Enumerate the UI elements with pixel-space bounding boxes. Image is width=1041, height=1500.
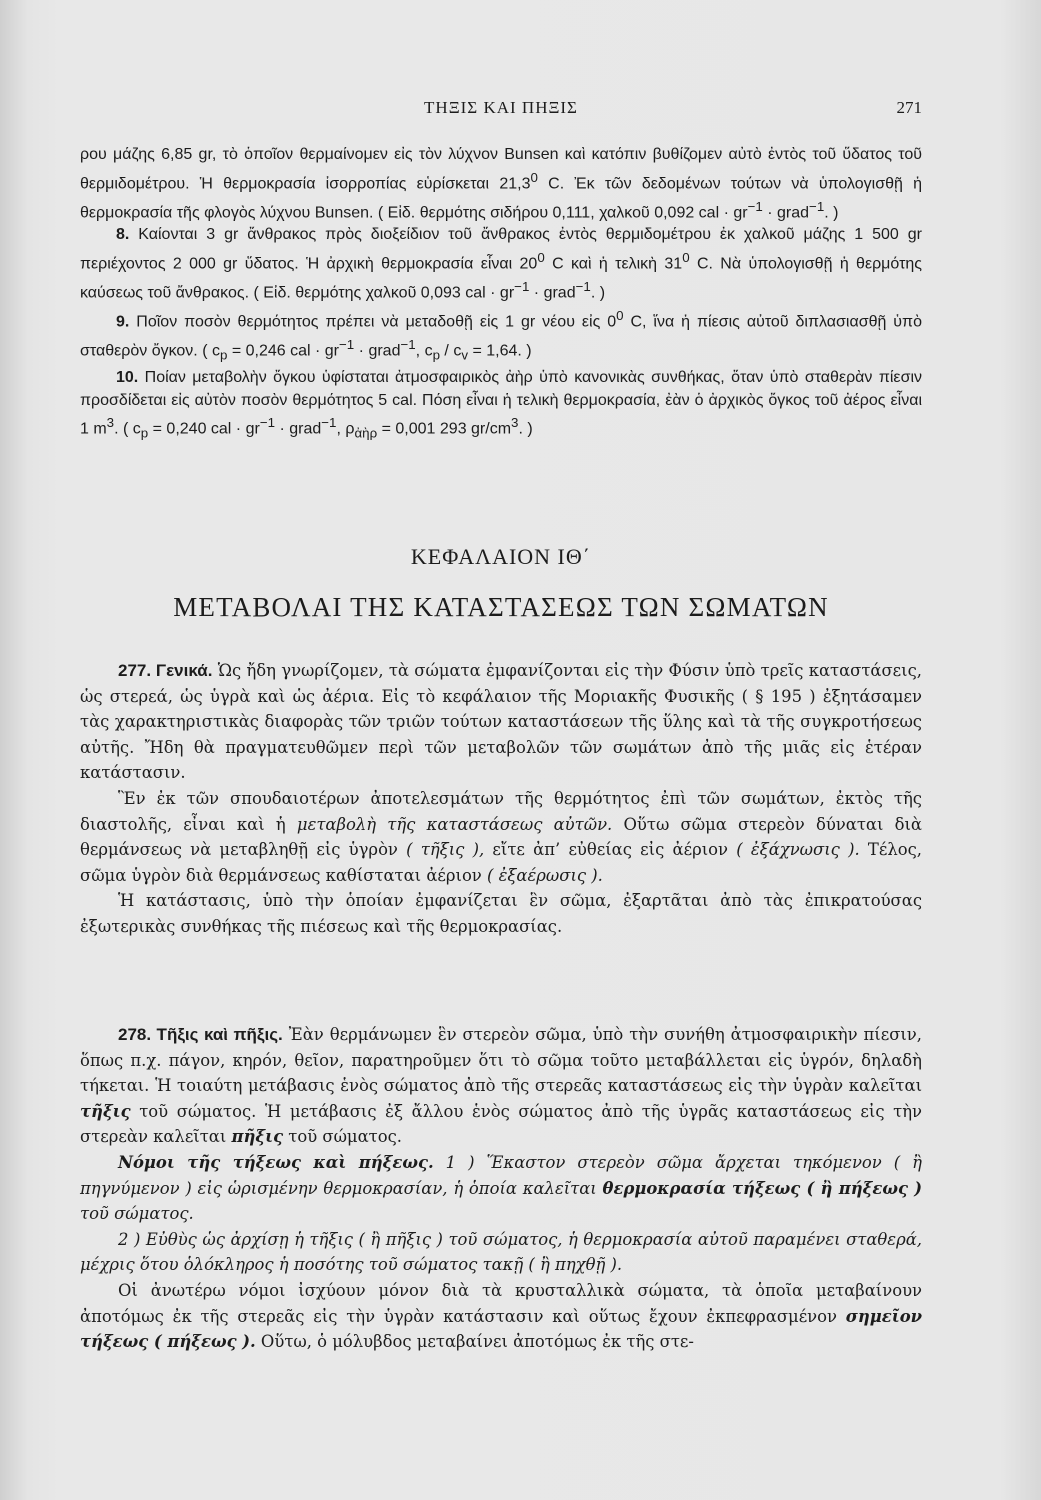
problem-10: 10. Ποίαν μεταβολὴν ὄγκου ὑφίσταται ἀτμοσφαιρικὸς ἀὴρ ὑπὸ κανονικὰς συνθήκας, ὅταν ὑπὸ σταθερὰν πίεσιν προσδίδεται εἰς αὐτὸν ποσὸν θερμότητος 5 cal. Πόση εἶναι ἡ τελικὴ θερμοκρασία, ἐὰν ὁ ἀρχικὸς ὄγκος τοῦ ἀέρος εἶναι 1 $m^3$. ( $c_p = 0,240$ cal · $gr^{-1}$ · grad$^{-1}$, $\rho_{ἀὴ\rho} = 0,001$ 293 $gr/cm^3$. ) [80,368,922,441]
problem-number: 10. [116,368,139,386]
section-277-paragraph-3: Ἡ κατάστασις, ὑπὸ τὴν ὁποίαν ἐμφανίζεται ἓν σῶμα, ἐξαρτᾶται ἀπὸ τὰς ἐπικρατούσας ἐξωτερικὰς συνθήκας τῆς πιέσεως καὶ τῆς θερμοκρασίας. [80,891,922,936]
section-278-paragraph-3: Οἱ ἀνωτέρω νόμοι ἰσχύουν μόνον διὰ τὰ κρυσταλλικὰ σώματα, τὰ ὁποῖα μεταβαίνουν ἀποτόμως ἐκ τῆς στερεᾶς εἰς τὴν ὑγρὰν κατάστασιν καὶ οὕτως ἔχουν ἐκπεφρασμένον σημεῖον τήξεως ( πήξεως ). Οὕτω, ὁ μόλυβδος μεταβαίνει ἀποτόμως ἐκ τῆς στε- [80,1280,922,1352]
problem-number: 8. [116,226,130,244]
chapter-title: ΜΕΤΑΒΟΛΑΙ ΤΗΣ ΚΑΤΑΣΤΑΣΕΩΣ ΤΩΝ ΣΩΜΑΤΩΝ [173,592,829,622]
problems-section [80,144,922,445]
problem-8: 8. Καίονται 3 gr ἄνθρακος πρὸς διοξείδιον τοῦ ἄνθρακος ἐντὸς θερμιδομέτρου ἐκ χαλκοῦ μάζης 1 500 gr περιέχοντος 2 000 gr ὕδατος. Ἡ ἀρχικὴ θερμοκρασία εἶναι $20^0$ C καὶ ἡ τελικὴ $31^0$ C. Νὰ ὑπολογισθῇ ἡ θερμότης καύσεως τοῦ ἄνθρακος. ( Εἰδ. θερμότης χαλκοῦ 0,093 cal · $gr^{-1}$ · grad$^{-1}$. ) [80,226,922,302]
section-277-paragraph-2: Ἓν ἐκ τῶν σπουδαιοτέρων ἀποτελεσμάτων τῆς θερμότητος ἐπὶ τῶν σωμάτων, ἐκτὸς τῆς διαστολῆς, εἶναι καὶ ἡ μεταβολὴ τῆς καταστάσεως αὐτῶν. Οὕτω σῶμα στερεὸν δύναται διὰ θερμάνσεως νὰ μεταβληθῇ εἰς ὑγρὸν ( τῆξις ), εἴτε ἀπ’ εὐθείας εἰς ἀέριον ( ἐξάχνωσις ). Τέλος, σῶμα ὑγρὸν διὰ θερμάνσεως καθίσταται ἀέριον ( ἐξαέρωσις ). [80,788,923,885]
section-278-paragraph-1: 278. Τῆξις καὶ πῆξις. Ἐὰν θερμάνωμεν ἓν στερεὸν σῶμα, ὑπὸ τὴν συνήθη ἀτμοσφαιρικὴν πίεσιν, ὅπως π.χ. πάγον, κηρόν, θεῖον, παρατηροῦμεν ὅτι τὸ σῶμα τοῦτο μεταβάλλεται εἰς ὑγρόν, δηλαδὴ τήκεται. Ἡ τοιαύτη μετάβασις ἑνὸς σώματος ἀπὸ τῆς στερεᾶς καταστάσεως εἰς τὴν ὑγρὰν καλεῖται τῆξις τοῦ σώματος. Ἡ μετάβασις ἐξ ἄλλου ἑνὸς σώματος ἀπὸ τῆς ὑγρᾶς καταστάσεως εἰς τὴν στερεὰν καλεῖται πῆξις τοῦ σώματος. [80,1025,922,1147]
law-2-paragraph: 2 ) Εὐθὺς ὡς ἀρχίσῃ ἡ τῆξις ( ἢ πῆξις ) τοῦ σώματος, ἡ θερμοκρασία αὐτοῦ παραμένει σταθερά, μέχρις ὅτου ὁλόκληρος ἡ ποσότης τοῦ σώματος τακῇ ( ἢ πηχθῇ ). [80,1229,922,1275]
running-title: ΤΗΞΙΣ ΚΑΙ ΠΗΞΙΣ [424,98,578,117]
problem-7-continuation: ρου μάζης 6,85 gr, τὸ ὁποῖον θερμαίνομεν εἰς τὸν λύχνον Bunsen καὶ κατόπιν βυθίζομεν αὐτὸ ἐντὸς τοῦ ὕδατος τοῦ θερμιδομέτρου. Ἡ θερμοκρασία ἰσορροπίας εὑρίσκεται 21,3$^0$ C. Ἐκ τῶν δεδομένων τούτων νὰ ὑπολογισθῇ ἡ θερμοκρασία τῆς φλογὸς λύχνου Bunsen. ( Εἰδ. θερμότης σιδήρου 0,111, χαλκοῦ 0,092 cal · $gr^{-1}$ · grad$^{-1}$. ) [80,146,923,221]
section-heading: 278. Τῆξις καὶ πῆξις. [118,1025,283,1044]
section-277-paragraph-1: 277. Γενικά. Ὡς ἤδη γνωρίζομεν, τὰ σώματα ἐμφανίζονται εἰς τὴν Φύσιν ὑπὸ τρεῖς καταστάσεις, ὡς στερεά, ὡς ὑγρὰ καὶ ὡς ἀέρια. Εἰς τὸ κεφάλαιον τῆς Μοριακῆς Φυσικῆς ( § 195 ) ἐξητάσαμεν τὰς χαρακτηριστικὰς διαφορὰς τῶν τριῶν τούτων καταστάσεων τῆς ὕλης καὶ τὰ τῆς συγκροτήσεως αὐτῆς. Ἤδη θὰ πραγματευθῶμεν περὶ τῶν μεταβολῶν τῶν σωμάτων ἀπὸ τῆς μιᾶς εἰς ἑτέραν κατάστασιν. [80,661,922,783]
problem-9: 9. Ποῖον ποσὸν θερμότητος πρέπει νὰ μεταδοθῇ εἰς 1 gr νέου εἰς $0^0$ C, ἵνα ἡ πίεσις αὐτοῦ διπλασιασθῇ ὑπὸ σταθερὸν ὄγκον. ( $c_p = 0,246$ cal · $gr^{-1}$ · grad$^{-1}$, $c_p / c_v = 1,64$. ) [80,307,922,363]
section-278 [80,1022,922,1355]
laws-heading: Νόμοι τῆς τήξεως καὶ πήξεως. [118,1152,434,1172]
section-heading: 277. Γενικά. [118,661,213,680]
page-header [80,98,922,126]
chapter-label: ΚΕΦΑΛΑΙΟΝ ΙΘ΄ [410,544,592,569]
section-277 [80,658,922,940]
page-number: 271 [896,98,922,117]
problem-number: 9. [116,313,130,331]
laws-paragraph: Νόμοι τῆς τήξεως καὶ πήξεως. 1 ) Ἕκαστον στερεὸν σῶμα ἄρχεται τηκόμενον ( ἢ πηγνύμενον ) εἰς ὡρισμένην θερμοκρασίαν, ἡ ὁποία καλεῖται θερμοκρασία τήξεως ( ἢ πήξεως ) τοῦ σώματος. [80,1152,923,1224]
